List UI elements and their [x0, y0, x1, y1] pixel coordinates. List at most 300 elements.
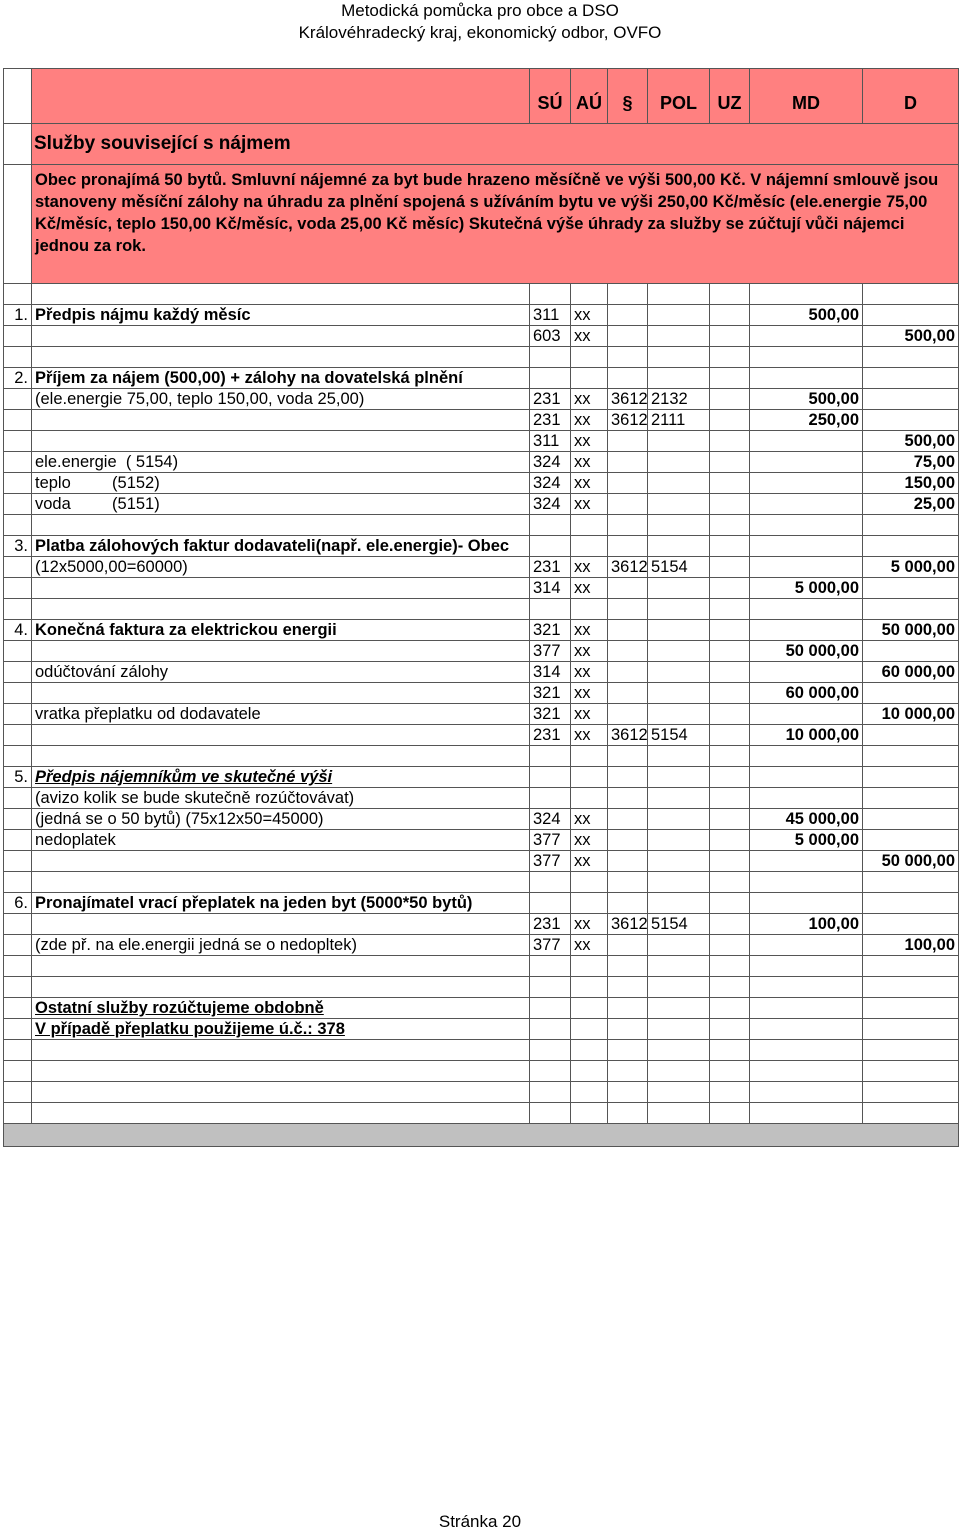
cell-au: xx	[571, 935, 608, 956]
cell-d: 50 000,00	[863, 620, 959, 641]
col-paragraph: §	[608, 69, 648, 124]
table-row	[4, 977, 959, 998]
cell-pol	[648, 1082, 710, 1103]
cell-su: 377	[530, 851, 571, 872]
table-row	[4, 956, 959, 977]
cell-md	[750, 788, 863, 809]
cell-paragraph	[608, 305, 648, 326]
row-number	[4, 1040, 32, 1061]
row-text	[32, 410, 530, 431]
row-number	[4, 1103, 32, 1124]
cell-pol	[648, 305, 710, 326]
cell-paragraph	[608, 536, 648, 557]
table-row	[4, 662, 959, 683]
row-number	[4, 872, 32, 893]
cell-pol	[648, 284, 710, 305]
cell-uz	[710, 977, 750, 998]
cell-paragraph	[608, 473, 648, 494]
row-text: (ele.energie 75,00, teplo 150,00, voda 25,00)	[32, 389, 530, 410]
table-row	[4, 683, 959, 704]
row-number: 3.	[4, 536, 32, 557]
cell-d: 60 000,00	[863, 662, 959, 683]
cell-d	[863, 515, 959, 536]
row-number: 4.	[4, 620, 32, 641]
cell-pol	[648, 788, 710, 809]
cell-au: xx	[571, 683, 608, 704]
row-text	[32, 746, 530, 767]
row-number	[4, 473, 32, 494]
cell-md: 60 000,00	[750, 683, 863, 704]
row-number	[4, 599, 32, 620]
cell-au	[571, 746, 608, 767]
cell-d: 25,00	[863, 494, 959, 515]
row-number	[4, 935, 32, 956]
cell-pol	[648, 599, 710, 620]
cell-au	[571, 767, 608, 788]
col-d: D	[863, 69, 959, 124]
row-text: (12x5000,00=60000)	[32, 557, 530, 578]
intro-row	[4, 165, 959, 284]
cell-paragraph	[608, 746, 648, 767]
table-row	[4, 1082, 959, 1103]
cell-md	[750, 452, 863, 473]
row-number	[4, 1061, 32, 1082]
cell-uz	[710, 851, 750, 872]
cell-su	[530, 1040, 571, 1061]
cell-md	[750, 1103, 863, 1124]
cell-su	[530, 515, 571, 536]
cell-md: 45 000,00	[750, 809, 863, 830]
cell-d	[863, 914, 959, 935]
cell-au	[571, 956, 608, 977]
row-text: Příjem za nájem (500,00) + zálohy na dovatelská plnění	[32, 368, 530, 389]
cell-au: xx	[571, 473, 608, 494]
row-number	[4, 851, 32, 872]
row-text	[32, 431, 530, 452]
cell-su: 311	[530, 431, 571, 452]
row-number	[4, 683, 32, 704]
cell-su: 314	[530, 662, 571, 683]
cell-d	[863, 683, 959, 704]
row-text: Předpis nájemníkům ve skutečné výši	[32, 767, 530, 788]
cell-uz	[710, 347, 750, 368]
cell-pol	[648, 494, 710, 515]
row-text	[32, 599, 530, 620]
cell-md	[750, 431, 863, 452]
cell-pol: 5154	[648, 914, 710, 935]
cell-su: 231	[530, 410, 571, 431]
cell-paragraph	[608, 578, 648, 599]
cell-d	[863, 1082, 959, 1103]
row-number	[4, 347, 32, 368]
cell-paragraph	[608, 935, 648, 956]
row-text	[32, 956, 530, 977]
row-number	[4, 494, 32, 515]
header-line-2: Královéhradecký kraj, ekonomický odbor, OVFO	[298, 23, 662, 42]
cell-d	[863, 389, 959, 410]
cell-su	[530, 788, 571, 809]
cell-md	[750, 326, 863, 347]
cell-pol	[648, 704, 710, 725]
cell-uz	[710, 431, 750, 452]
cell-au	[571, 1082, 608, 1103]
cell-d	[863, 830, 959, 851]
cell-au: xx	[571, 431, 608, 452]
cell-paragraph	[608, 347, 648, 368]
cell-pol	[648, 977, 710, 998]
table-row	[4, 788, 959, 809]
table-row	[4, 599, 959, 620]
cell-paragraph	[608, 683, 648, 704]
row-number	[4, 578, 32, 599]
cell-pol	[648, 326, 710, 347]
row-number	[4, 284, 32, 305]
table-row	[4, 368, 959, 389]
cell-md	[750, 599, 863, 620]
cell-su: 377	[530, 935, 571, 956]
cell-au	[571, 893, 608, 914]
cell-pol	[648, 998, 710, 1019]
row-number	[4, 998, 32, 1019]
table-row	[4, 998, 959, 1019]
cell-au	[571, 599, 608, 620]
cell-d	[863, 809, 959, 830]
table-row	[4, 305, 959, 326]
cell-pol	[648, 746, 710, 767]
cell-paragraph	[608, 326, 648, 347]
column-header-row	[4, 69, 959, 124]
cell-paragraph	[608, 452, 648, 473]
table-row	[4, 1040, 959, 1061]
row-number	[4, 1082, 32, 1103]
cell-md	[750, 368, 863, 389]
table-row	[4, 725, 959, 746]
cell-md	[750, 557, 863, 578]
row-number	[4, 704, 32, 725]
row-text	[32, 977, 530, 998]
cell-uz	[710, 515, 750, 536]
cell-uz	[710, 872, 750, 893]
cell-d	[863, 893, 959, 914]
cell-uz	[710, 641, 750, 662]
cell-au: xx	[571, 578, 608, 599]
cell-d: 500,00	[863, 326, 959, 347]
cell-su: 324	[530, 809, 571, 830]
cell-d	[863, 578, 959, 599]
cell-pol	[648, 1061, 710, 1082]
row-number: 6.	[4, 893, 32, 914]
row-number	[4, 431, 32, 452]
cell-su	[530, 368, 571, 389]
cell-d: 50 000,00	[863, 851, 959, 872]
cell-su: 324	[530, 494, 571, 515]
row-text	[32, 1061, 530, 1082]
row-text: odúčtování zálohy	[32, 662, 530, 683]
row-text: Platba zálohových faktur dodavateli(např. ele.energie)- Obec	[32, 536, 530, 557]
row-text: Konečná faktura za elektrickou energii	[32, 620, 530, 641]
cell-pol: 5154	[648, 725, 710, 746]
table-row	[4, 872, 959, 893]
table-row	[4, 830, 959, 851]
cell-md	[750, 1082, 863, 1103]
cell-d	[863, 956, 959, 977]
cell-d	[863, 641, 959, 662]
table-row	[4, 746, 959, 767]
cell-paragraph	[608, 704, 648, 725]
cell-md	[750, 746, 863, 767]
cell-paragraph	[608, 662, 648, 683]
cell-pol	[648, 1019, 710, 1040]
row-text: voda (5151)	[32, 494, 530, 515]
cell-md	[750, 935, 863, 956]
row-text: V případě přeplatku použijeme ú.č.: 378	[32, 1019, 530, 1040]
cell-d: 5 000,00	[863, 557, 959, 578]
cell-au	[571, 1103, 608, 1124]
table-footer-bar	[4, 1124, 959, 1147]
cell-md	[750, 956, 863, 977]
table-row	[4, 1103, 959, 1124]
cell-au: xx	[571, 662, 608, 683]
cell-paragraph	[608, 956, 648, 977]
cell-uz	[710, 914, 750, 935]
row-text: ele.energie ( 5154)	[32, 452, 530, 473]
cell-au: xx	[571, 725, 608, 746]
cell-md	[750, 515, 863, 536]
cell-md: 100,00	[750, 914, 863, 935]
cell-md	[750, 767, 863, 788]
cell-au	[571, 977, 608, 998]
row-number: 1.	[4, 305, 32, 326]
cell-uz	[710, 410, 750, 431]
cell-su	[530, 998, 571, 1019]
cell-paragraph	[608, 515, 648, 536]
row-number	[4, 452, 32, 473]
cell-pol: 5154	[648, 557, 710, 578]
cell-su	[530, 347, 571, 368]
cell-su: 377	[530, 830, 571, 851]
table-row	[4, 914, 959, 935]
cell-paragraph: 3612	[608, 557, 648, 578]
cell-su	[530, 536, 571, 557]
row-text: (zde př. na ele.energii jedná se o nedopltek)	[32, 935, 530, 956]
cell-au: xx	[571, 914, 608, 935]
cell-pol	[648, 830, 710, 851]
cell-su: 231	[530, 725, 571, 746]
cell-md	[750, 704, 863, 725]
cell-paragraph	[608, 872, 648, 893]
cell-pol	[648, 872, 710, 893]
cell-su: 311	[530, 305, 571, 326]
row-number	[4, 389, 32, 410]
cell-pol: 2132	[648, 389, 710, 410]
cell-pol	[648, 578, 710, 599]
cell-d	[863, 788, 959, 809]
table-row	[4, 473, 959, 494]
cell-pol	[648, 347, 710, 368]
cell-au	[571, 347, 608, 368]
cell-d	[863, 1040, 959, 1061]
row-text: (avizo kolik se bude skutečně rozúčtovávat)	[32, 788, 530, 809]
cell-paragraph	[608, 809, 648, 830]
table-row	[4, 935, 959, 956]
cell-au: xx	[571, 452, 608, 473]
cell-paragraph: 3612	[608, 725, 648, 746]
cell-au: xx	[571, 557, 608, 578]
cell-paragraph	[608, 977, 648, 998]
cell-paragraph: 3612	[608, 914, 648, 935]
cell-uz	[710, 1040, 750, 1061]
cell-paragraph	[608, 641, 648, 662]
cell-d: 150,00	[863, 473, 959, 494]
cell-md	[750, 998, 863, 1019]
cell-au	[571, 515, 608, 536]
cell-au: xx	[571, 326, 608, 347]
cell-md: 5 000,00	[750, 830, 863, 851]
row-text	[32, 851, 530, 872]
cell-au	[571, 788, 608, 809]
row-text	[32, 347, 530, 368]
row-number	[4, 557, 32, 578]
cell-su: 314	[530, 578, 571, 599]
cell-md	[750, 977, 863, 998]
cell-au	[571, 368, 608, 389]
cell-uz	[710, 620, 750, 641]
cell-uz	[710, 830, 750, 851]
cell-pol	[648, 809, 710, 830]
cell-md	[750, 662, 863, 683]
cell-au: xx	[571, 305, 608, 326]
cell-uz	[710, 578, 750, 599]
cell-uz	[710, 662, 750, 683]
cell-paragraph	[608, 767, 648, 788]
cell-uz	[710, 284, 750, 305]
cell-paragraph	[608, 599, 648, 620]
table-row	[4, 347, 959, 368]
cell-uz	[710, 368, 750, 389]
cell-uz	[710, 494, 750, 515]
cell-au	[571, 536, 608, 557]
cell-md: 250,00	[750, 410, 863, 431]
row-text	[32, 284, 530, 305]
cell-au: xx	[571, 809, 608, 830]
cell-md	[750, 494, 863, 515]
table-row	[4, 767, 959, 788]
cell-uz	[710, 683, 750, 704]
row-text: nedoplatek	[32, 830, 530, 851]
cell-pol	[648, 473, 710, 494]
cell-d	[863, 599, 959, 620]
table-row	[4, 704, 959, 725]
row-text	[32, 578, 530, 599]
cell-au	[571, 1040, 608, 1061]
cell-paragraph: 3612	[608, 389, 648, 410]
cell-md	[750, 872, 863, 893]
cell-uz	[710, 704, 750, 725]
cell-paragraph: 3612	[608, 410, 648, 431]
cell-d	[863, 1019, 959, 1040]
cell-pol	[648, 1103, 710, 1124]
cell-su: 231	[530, 389, 571, 410]
row-number	[4, 977, 32, 998]
table-row	[4, 536, 959, 557]
cell-su: 324	[530, 452, 571, 473]
cell-au	[571, 872, 608, 893]
row-number	[4, 410, 32, 431]
cell-md	[750, 851, 863, 872]
cell-pol	[648, 956, 710, 977]
cell-md: 500,00	[750, 305, 863, 326]
row-text: Pronajímatel vrací přeplatek na jeden byt (5000*50 bytů)	[32, 893, 530, 914]
cell-su: 324	[530, 473, 571, 494]
row-number	[4, 809, 32, 830]
cell-paragraph	[608, 620, 648, 641]
table-row	[4, 1019, 959, 1040]
cell-paragraph	[608, 998, 648, 1019]
cell-md	[750, 536, 863, 557]
cell-su: 321	[530, 704, 571, 725]
cell-paragraph	[608, 851, 648, 872]
cell-paragraph	[608, 1019, 648, 1040]
cell-pol	[648, 368, 710, 389]
cell-pol	[648, 767, 710, 788]
cell-paragraph	[608, 1061, 648, 1082]
table-row	[4, 389, 959, 410]
cell-su	[530, 893, 571, 914]
cell-su: 321	[530, 620, 571, 641]
cell-pol: 2111	[648, 410, 710, 431]
table-row	[4, 452, 959, 473]
cell-d: 500,00	[863, 431, 959, 452]
cell-uz	[710, 326, 750, 347]
row-number	[4, 746, 32, 767]
table-row	[4, 578, 959, 599]
table-row	[4, 809, 959, 830]
row-text	[32, 914, 530, 935]
cell-paragraph	[608, 1040, 648, 1061]
row-number	[4, 1019, 32, 1040]
cell-d	[863, 536, 959, 557]
cell-au: xx	[571, 704, 608, 725]
row-text	[32, 683, 530, 704]
cell-au	[571, 284, 608, 305]
row-text	[32, 326, 530, 347]
intro-text: Obec pronajímá 50 bytů. Smluvní nájemné za byt bude hrazeno měsíčně ve výši 500,00 Kč. V nájemní smlouvě jsou stanoveny měsíční zálohy na úhradu za plnění spojená s užíváním bytu ve výši 250,00 Kč/měsíc (ele.energie 75,00 Kč/měsíc, teplo 150,00 Kč/měsíc, voda 25,00 Kč měsíc) Skutečná výše úhrady za služby se zúčtují vůči nájemci jednou za rok.	[32, 165, 959, 284]
table-row	[4, 557, 959, 578]
row-number	[4, 641, 32, 662]
cell-au	[571, 1061, 608, 1082]
cell-uz	[710, 305, 750, 326]
table-row	[4, 431, 959, 452]
cell-pol	[648, 641, 710, 662]
row-number	[4, 515, 32, 536]
cell-uz	[710, 788, 750, 809]
cell-uz	[710, 1061, 750, 1082]
col-uz: UZ	[710, 69, 750, 124]
row-text	[32, 641, 530, 662]
page-number: Stránka 20	[438, 1512, 522, 1531]
cell-md	[750, 347, 863, 368]
row-number	[4, 914, 32, 935]
cell-d	[863, 410, 959, 431]
cell-su: 377	[530, 641, 571, 662]
cell-d	[863, 347, 959, 368]
cell-uz	[710, 389, 750, 410]
cell-uz	[710, 1103, 750, 1124]
table-row	[4, 494, 959, 515]
table-row	[4, 284, 959, 305]
cell-pol	[648, 515, 710, 536]
row-number	[4, 326, 32, 347]
